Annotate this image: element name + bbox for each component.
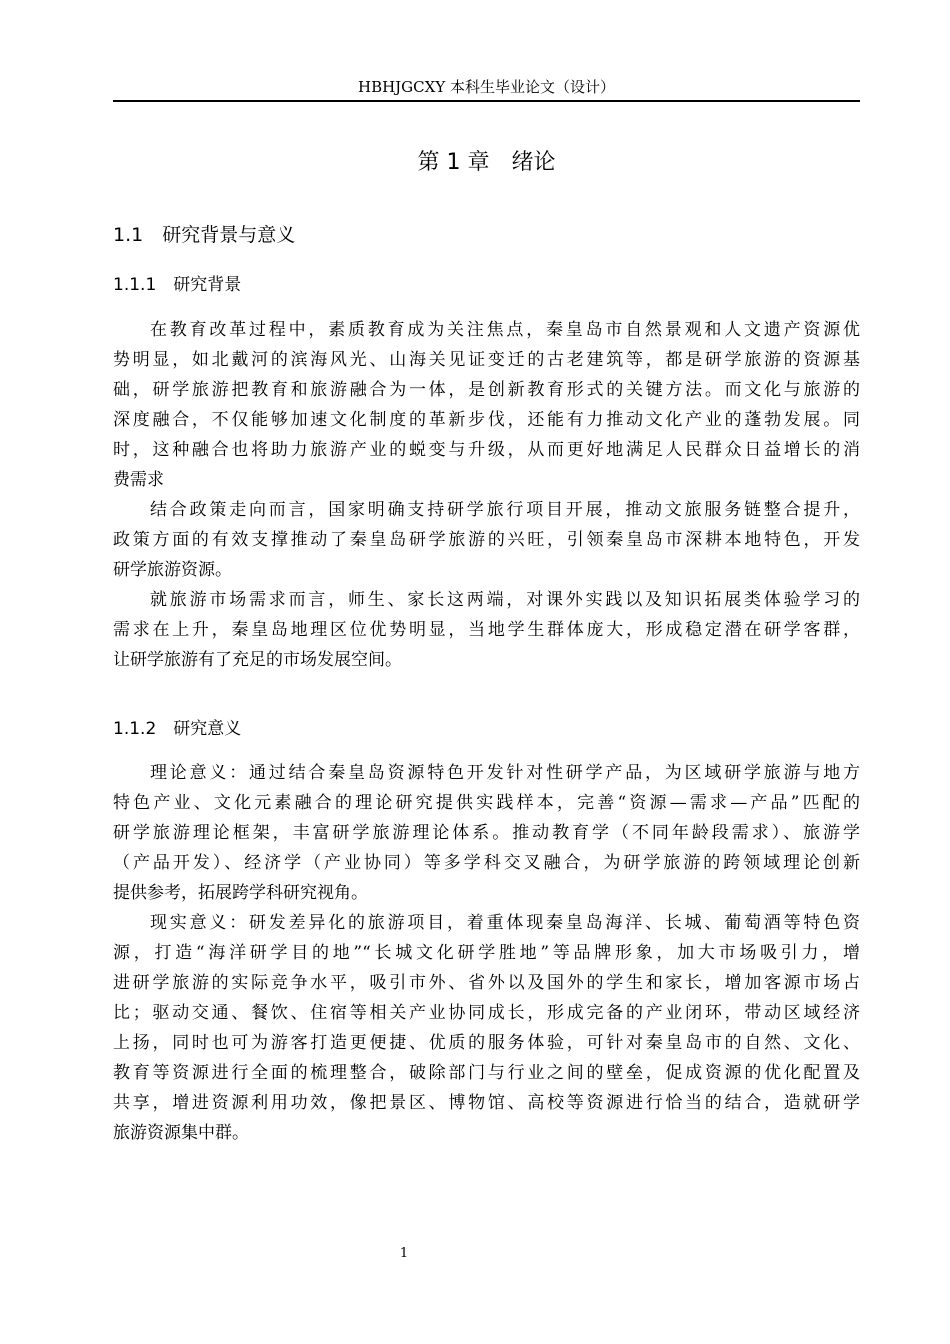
running-header: HBHJGCXY 本科生毕业论文（设计） (357, 78, 615, 96)
chapter-title: 第 1 章 绪论 (417, 150, 556, 175)
paragraph (113, 908, 860, 1148)
text-line: 比；驱动交通、餐饮、住宿等相关产业协同成长，形成完备的产业闭环，带动区域经济 (113, 1003, 860, 1023)
text-line: 政策方面的有效支撑推动了秦皇岛研学旅游的兴旺，引领秦皇岛市深耕本地特色，开发 (113, 530, 860, 550)
paragraph (113, 495, 860, 585)
text-line: 旅游资源集中群。 (113, 1123, 249, 1143)
text-line: 础，研学旅游把教育和旅游融合为一体，是创新教育形式的关键方法。而文化与旅游的 (113, 380, 860, 400)
text-line: 教育等资源进行全面的梳理整合，破除部门与行业之间的壁垒，促成资源的优化配置及 (113, 1063, 860, 1083)
paragraph (113, 585, 860, 675)
paragraph (113, 758, 860, 908)
text-line: 势明显，如北戴河的滨海风光、山海关见证变迁的古老建筑等，都是研学旅游的资源基 (113, 350, 860, 370)
research-background-body (113, 315, 860, 675)
text-line: 理论意义：通过结合秦皇岛资源特色开发针对性研学产品，为区域研学旅游与地方 (150, 763, 860, 783)
text-line: 深度融合，不仅能够加速文化制度的革新步伐，还能有力推动文化产业的蓬勃发展。同 (113, 410, 860, 430)
text-line: 研学旅游资源。 (113, 560, 232, 580)
text-line: 进研学旅游的实际竞争水平，吸引市外、省外以及国外的学生和家长，增加客源市场占 (113, 973, 860, 993)
subsection-heading-1-1-1: 1.1.1 研究背景 (113, 275, 242, 295)
research-significance-body (113, 758, 860, 1148)
text-line: 上扬，同时也可为游客打造更便捷、优质的服务体验，可针对秦皇岛市的自然、文化、 (113, 1033, 860, 1053)
text-line: 结合政策走向而言，国家明确支持研学旅行项目开展，推动文旅服务链整合提升， (150, 500, 860, 520)
text-line: 提供参考，拓展跨学科研究视角。 (113, 883, 368, 903)
text-line: 时，这种融合也将助力旅游产业的蜕变与升级，从而更好地满足人民群众日益增长的消 (113, 440, 860, 460)
text-line: 就旅游市场需求而言，师生、家长这两端，对课外实践以及知识拓展类体验学习的 (150, 590, 860, 610)
header-rule (113, 100, 860, 102)
text-line: 共享，增进资源利用功效，像把景区、博物馆、高校等资源进行恰当的结合，造就研学 (113, 1093, 860, 1113)
text-line: 研学旅游理论框架，丰富研学旅游理论体系。推动教育学（不同年龄段需求）、旅游学 (113, 823, 860, 843)
text-line: 需求在上升，秦皇岛地理区位优势明显，当地学生群体庞大，形成稳定潜在研学客群， (113, 620, 860, 640)
text-line: 让研学旅游有了充足的市场发展空间。 (113, 650, 402, 670)
paragraph (113, 315, 860, 495)
text-line: 特色产业、文化元素融合的理论研究提供实践样本，完善“资源—需求—产品”匹配的 (113, 793, 860, 813)
section-heading-1-1: 1.1 研究背景与意义 (113, 224, 296, 246)
subsection-heading-1-1-2: 1.1.2 研究意义 (113, 719, 242, 739)
page-number: 1 (399, 1246, 409, 1261)
text-line: 源，打造“海洋研学目的地”“长城文化研学胜地”等品牌形象，加大市场吸引力，增 (113, 943, 860, 963)
text-line: （产品开发）、经济学（产业协同）等多学科交叉融合，为研学旅游的跨领域理论创新 (113, 853, 860, 873)
text-line: 费需求 (113, 470, 164, 490)
text-line: 现实意义：研发差异化的旅游项目，着重体现秦皇岛海洋、长城、葡萄酒等特色资 (150, 913, 860, 933)
text-line: 在教育改革过程中，素质教育成为关注焦点，秦皇岛市自然景观和人文遗产资源优 (150, 320, 860, 340)
